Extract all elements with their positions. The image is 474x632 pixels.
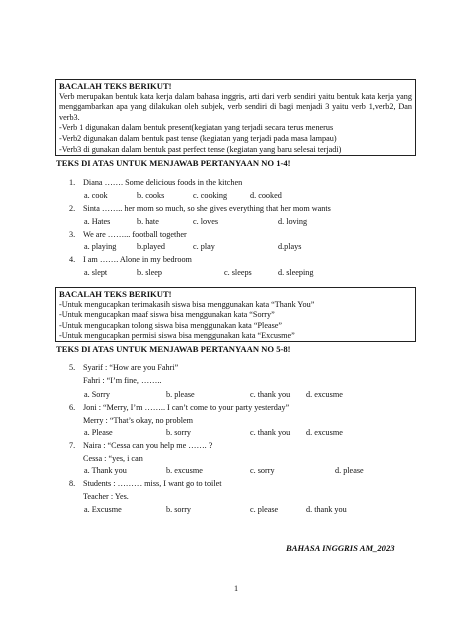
option-a: a. Sorry: [84, 390, 110, 399]
option-d: d. excusme: [306, 428, 343, 437]
option-d: d. excusme: [306, 390, 343, 399]
question-number: 7.: [69, 441, 76, 450]
option-c: c. thank you: [250, 428, 291, 437]
dialogue-line-2: Teacher : Yes.: [83, 492, 129, 501]
box-line: -Verb 1 digunakan dalam bentuk present(kegiatan yang terjadi secara terus menerus: [59, 123, 334, 133]
option-a: a. Excusme: [84, 505, 122, 514]
box-line: -Untuk mengucapkan tolong siswa bisa menggunakan kata “Please”: [59, 320, 283, 330]
box-line: -Untuk mengucapkan terimakasih siswa bisa menggunakan kata “Thank You”: [59, 299, 315, 309]
option-d: d. sleeping: [278, 268, 314, 277]
question-number: 1.: [69, 178, 76, 187]
option-a: a. playing: [84, 242, 117, 251]
footer-label: BAHASA INGGRIS AM_2023: [286, 543, 395, 553]
page-number: 1: [234, 584, 239, 593]
section-heading: TEKS DI ATAS UNTUK MENJAWAB PERTANYAAN NO 5-8!: [56, 344, 291, 354]
question-number: 2.: [69, 204, 76, 213]
option-c: c. cooking: [193, 191, 228, 200]
box-line: -Verb2 digunakan dalam bentuk past tense (kegiatan yang terjadi pada masa lampau): [59, 133, 337, 143]
question-text: Diana ……. Some delicious foods in the kitchen: [83, 178, 243, 187]
option-a: a. cook: [84, 191, 108, 200]
question-number: 6.: [69, 403, 76, 412]
box-line: -Verb3 di gunakan dalam bentuk past perfect tense (kegiatan yang baru selesai terjadi): [59, 144, 342, 154]
option-a: a. slept: [84, 268, 108, 277]
option-a: a. Thank you: [84, 466, 127, 475]
dialogue-line-1: Students : ……… miss, I want go to toilet: [83, 479, 222, 488]
option-a: a. Please: [84, 428, 113, 437]
dialogue-line-1: Naira : “Cessa can you help me ……. ?: [83, 441, 213, 450]
option-b: b. sorry: [166, 505, 192, 514]
option-c: c. please: [250, 505, 279, 514]
dialogue-line-1: Syarif : “How are you Fahri”: [83, 363, 179, 372]
option-b: b.played: [137, 242, 165, 251]
option-b: b. sleep: [137, 268, 163, 277]
question-number: 4.: [69, 255, 76, 264]
reading-box-expressions: [55, 287, 416, 342]
box-title: BACALAH TEKS BERIKUT!: [59, 289, 172, 299]
option-b: b. please: [166, 390, 195, 399]
question-text: We are ……... football together: [83, 230, 187, 239]
box-title: BACALAH TEKS BERIKUT!: [59, 81, 172, 91]
option-c: c. thank you: [250, 390, 291, 399]
dialogue-line-1: Joni : “Merry, I’m …….. I can’t come to your party yesterday”: [83, 403, 290, 412]
option-b: b. sorry: [166, 428, 192, 437]
option-d: d. loving: [278, 217, 308, 226]
box-line: -Untuk mengucapkan permisi siswa bisa menggunakan kata “Excusme”: [59, 331, 295, 341]
option-c: c. play: [193, 242, 215, 251]
reading-box-verbs: [55, 79, 416, 156]
box-paragraph: Verb merupakan bentuk kata kerja dalam bahasa inggris, arti dari verb sendiri yaitu bentuk kata kerja yang menggambarkan apa yang dilakukan oleh subjek, verb sendiri di bagi menjadi 3 yaitu verb 1,verb2, Dan verb3.: [59, 91, 412, 122]
option-c: c. loves: [193, 217, 219, 226]
option-b: b. hate: [137, 217, 159, 226]
option-d: d. please: [335, 466, 364, 475]
option-c: c. sleeps: [224, 268, 252, 277]
section-heading: TEKS DI ATAS UNTUK MENJAWAB PERTANYAAN NO 1-4!: [56, 158, 291, 168]
option-d: d. cooked: [250, 191, 282, 200]
question-number: 3.: [69, 230, 76, 239]
question-number: 5.: [69, 363, 76, 372]
option-b: b. cooks: [137, 191, 165, 200]
option-a: a. Hates: [84, 217, 111, 226]
dialogue-line-2: Fahri : “I’m fine, ……..: [83, 376, 162, 385]
dialogue-line-2: Merry : “That’s okay, no problem: [83, 416, 193, 425]
option-d: d.plays: [278, 242, 302, 251]
dialogue-line-2: Cessa : “yes, i can: [83, 454, 143, 463]
question-text: Sinta …….. her mom so much, so she gives everything that her mom wants: [83, 204, 331, 213]
box-line: -Untuk mengucapkan maaf siswa bisa menggunakan kata “Sorry”: [59, 310, 275, 320]
option-b: b. excusme: [166, 466, 203, 475]
question-text: I am ……. Alone in my bedroom: [83, 255, 192, 264]
question-number: 8.: [69, 479, 76, 488]
option-c: c. sorry: [250, 466, 275, 475]
option-d: d. thank you: [306, 505, 347, 514]
